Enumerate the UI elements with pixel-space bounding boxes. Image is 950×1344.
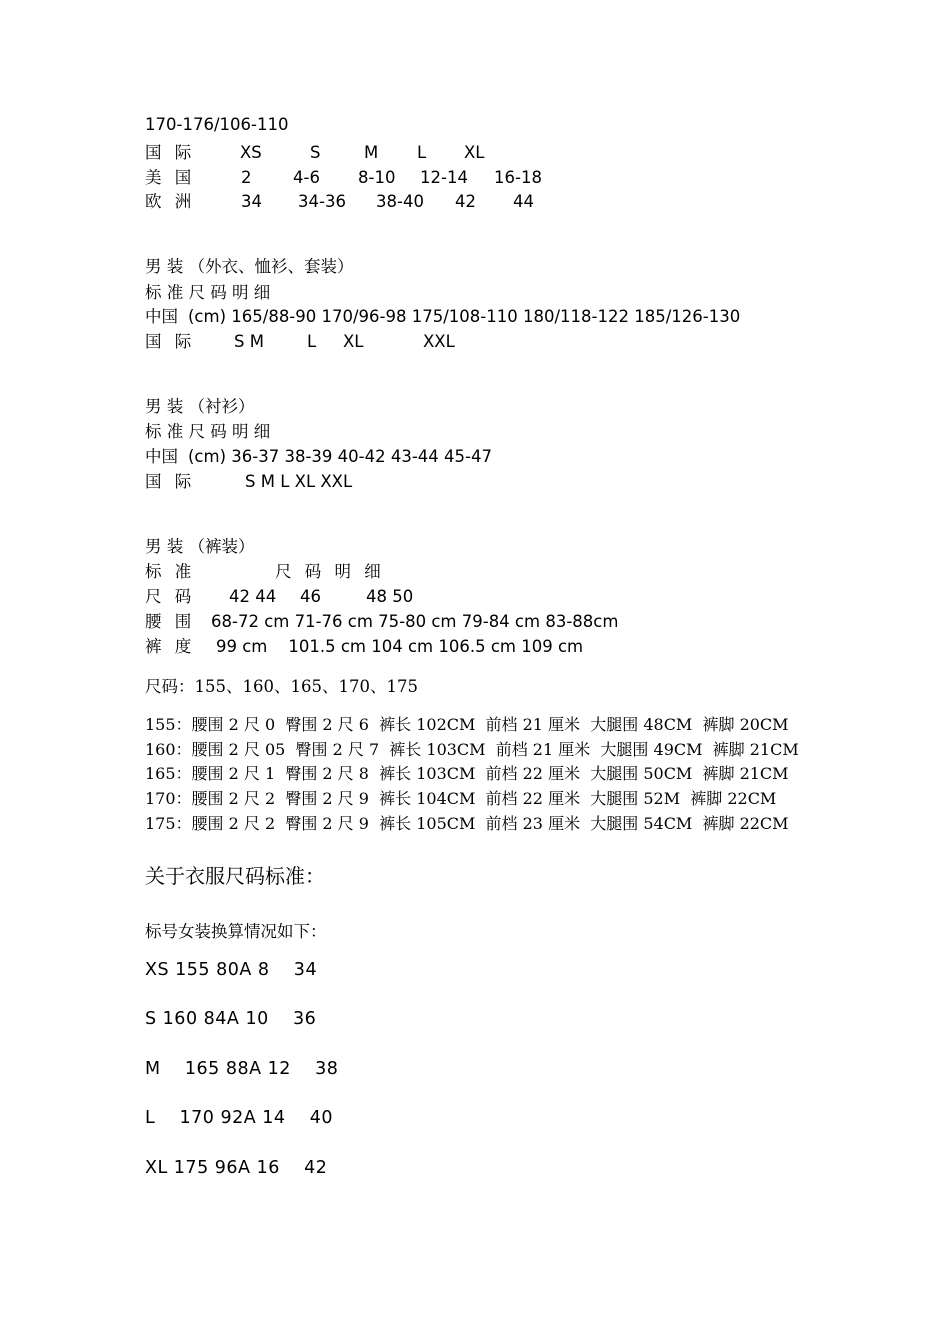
men-outer-china-values: (cm) 165/88-90 170/96-98 175/108-110 180/118-122 185/126-130 (188, 307, 741, 326)
men-shirt-intl-values: S M L XL XXL (245, 472, 353, 491)
us-size-0: 2 (241, 168, 252, 187)
clothing-standard-heading: 关于衣服尺码标准： (145, 864, 325, 888)
women-conversion-l: L 170 92A 14 40 (145, 1108, 334, 1128)
intl-size-l: L (417, 143, 427, 162)
women-conversion-xs: XS 155 80A 8 34 (145, 960, 318, 980)
men-outer-intl-0: S M (234, 332, 264, 351)
men-shirt-title: 男 装 （衬衫） (145, 397, 255, 416)
size-list: 尺码：155、160、165、170、175 (145, 677, 418, 696)
men-shirt-intl-label: 国 际 (145, 472, 196, 491)
men-outer-subtitle: 标 准 尺 码 明 细 (145, 283, 271, 302)
eu-size-0: 34 (241, 192, 262, 211)
eu-size-1: 34-36 (298, 192, 346, 211)
size-detail-170: 170：腰围 2 尺 2 臀围 2 尺 9 裤长 104CM 前档 22 厘米 大腿围 52M 裤脚 22CM (145, 789, 777, 808)
men-pants-size-2: 48 50 (366, 587, 414, 606)
men-pants-size-label: 尺 码 (145, 587, 196, 606)
size-detail-165: 165：腰围 2 尺 1 臀围 2 尺 8 裤长 103CM 前档 22 厘米 大腿围 50CM 裤脚 21CM (145, 764, 789, 783)
women-conversion-xl: XL 175 96A 16 42 (145, 1158, 328, 1178)
eu-size-2: 38-40 (376, 192, 424, 211)
us-size-3: 12-14 (420, 168, 468, 187)
men-pants-std-label: 标 准 (145, 562, 196, 581)
us-size-1: 4-6 (293, 168, 320, 187)
men-outer-intl-1: L (307, 332, 317, 351)
men-outer-intl-2: XL (343, 332, 364, 351)
eu-size-4: 44 (513, 192, 534, 211)
eu-row-label: 欧 洲 (145, 192, 196, 211)
eu-size-3: 42 (455, 192, 476, 211)
men-pants-waist-values: 68-72 cm 71-76 cm 75-80 cm 79-84 cm 83-88cm (211, 612, 619, 631)
size-detail-155: 155：腰围 2 尺 0 臀围 2 尺 6 裤长 102CM 前档 21 厘米 大腿围 48CM 裤脚 20CM (145, 715, 789, 734)
us-size-4: 16-18 (494, 168, 542, 187)
intl-size-m: M (364, 143, 379, 162)
men-shirt-subtitle: 标 准 尺 码 明 细 (145, 422, 271, 441)
intl-size-xs: XS (240, 143, 262, 162)
us-row-label: 美 国 (145, 168, 196, 187)
men-pants-size-1: 46 (300, 587, 321, 606)
men-outer-intl-label: 国 际 (145, 332, 196, 351)
intl-row-label: 国 际 (145, 143, 196, 162)
women-conversion-m: M 165 88A 12 38 (145, 1059, 339, 1079)
men-outer-title: 男 装 （外衣、恤衫、套装） (145, 257, 354, 276)
size-detail-175: 175：腰围 2 尺 2 臀围 2 尺 9 裤长 105CM 前档 23 厘米 大腿围 54CM 裤脚 22CM (145, 814, 789, 833)
intl-size-s: S (310, 143, 321, 162)
women-table-header: 170-176/106-110 (145, 115, 289, 134)
women-conversion-s: S 160 84A 10 36 (145, 1009, 317, 1029)
men-shirt-china-label: 中国 (145, 447, 178, 466)
us-size-2: 8-10 (358, 168, 396, 187)
men-pants-waist-label: 腰 围 (145, 612, 196, 631)
men-outer-china-label: 中国 (145, 307, 178, 326)
women-conversion-title: 标号女装换算情况如下： (145, 922, 327, 941)
men-pants-length-values: 99 cm 101.5 cm 104 cm 106.5 cm 109 cm (216, 637, 584, 656)
men-pants-title: 男 装 （裤装） (145, 537, 255, 556)
men-shirt-china-values: (cm) 36-37 38-39 40-42 43-44 45-47 (188, 447, 492, 466)
men-pants-std-detail: 尺 码 明 细 (275, 562, 385, 581)
size-detail-160: 160：腰围 2 尺 05 臀围 2 尺 7 裤长 103CM 前档 21 厘米 大腿围 49CM 裤脚 21CM (145, 740, 799, 759)
men-outer-intl-3: XXL (423, 332, 455, 351)
intl-size-xl: XL (464, 143, 485, 162)
men-pants-length-label: 裤 度 (145, 637, 196, 656)
men-pants-size-0: 42 44 (229, 587, 277, 606)
